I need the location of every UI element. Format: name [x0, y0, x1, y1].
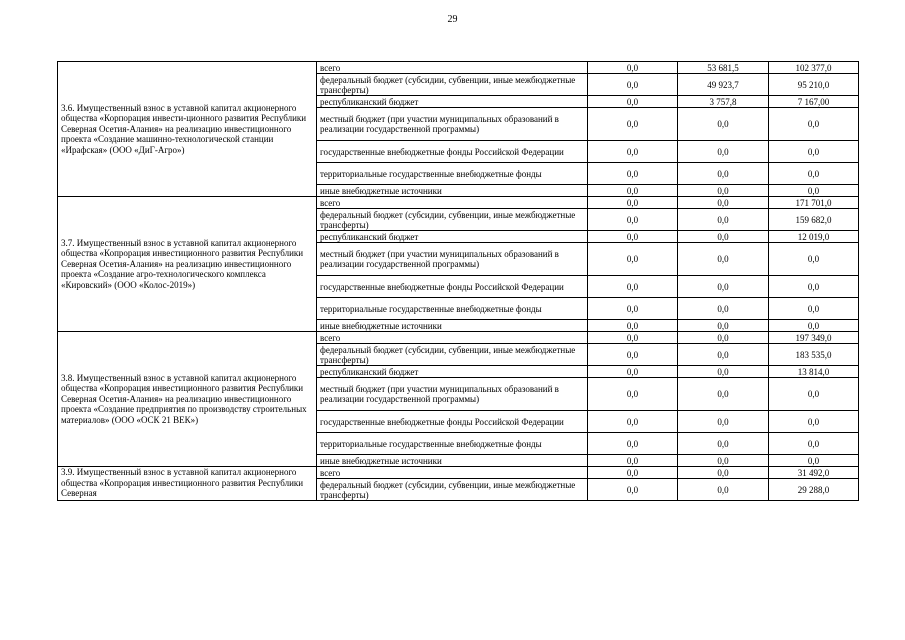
- value-cell-col3: 0,0: [769, 298, 859, 320]
- value-cell-col3: 0,0: [769, 243, 859, 276]
- value-cell-col2: 0,0: [678, 455, 769, 467]
- funding-source-cell: федеральный бюджет (субсидии, субвенции, иные межбюджетные трансферты): [317, 479, 588, 501]
- value-cell-col1: 0,0: [588, 411, 678, 433]
- value-cell-col2: 0,0: [678, 209, 769, 231]
- funding-source-cell: республиканский бюджет: [317, 96, 588, 108]
- table-row: [58, 332, 859, 344]
- value-cell-col2: 0,0: [678, 467, 769, 479]
- value-cell-col2: 0,0: [678, 231, 769, 243]
- value-cell-col1: 0,0: [588, 298, 678, 320]
- value-cell-col1: 0,0: [588, 276, 678, 298]
- funding-source-cell: государственные внебюджетные фонды Российской Федерации: [317, 276, 588, 298]
- value-cell-col2: 0,0: [678, 411, 769, 433]
- value-cell-col3: 95 210,0: [769, 74, 859, 96]
- value-cell-col2: 0,0: [678, 185, 769, 197]
- value-cell-col1: 0,0: [588, 62, 678, 74]
- value-cell-col1: 0,0: [588, 366, 678, 378]
- value-cell-col3: 13 814,0: [769, 366, 859, 378]
- funding-source-cell: территориальные государственные внебюджетные фонды: [317, 298, 588, 320]
- value-cell-col2: 0,0: [678, 332, 769, 344]
- value-cell-col2: 0,0: [678, 276, 769, 298]
- value-cell-col3: 183 535,0: [769, 344, 859, 366]
- value-cell-col1: 0,0: [588, 231, 678, 243]
- value-cell-col1: 0,0: [588, 185, 678, 197]
- value-cell-col3: 0,0: [769, 378, 859, 411]
- value-cell-col3: 0,0: [769, 185, 859, 197]
- funding-source-cell: всего: [317, 332, 588, 344]
- funding-source-cell: иные внебюджетные источники: [317, 320, 588, 332]
- value-cell-col2: 0,0: [678, 479, 769, 501]
- value-cell-col3: 171 701,0: [769, 197, 859, 209]
- value-cell-col3: 0,0: [769, 433, 859, 455]
- value-cell-col1: 0,0: [588, 320, 678, 332]
- value-cell-col2: 0,0: [678, 433, 769, 455]
- value-cell-col2: 0,0: [678, 320, 769, 332]
- value-cell-col2: 0,0: [678, 141, 769, 163]
- value-cell-col3: 7 167,00: [769, 96, 859, 108]
- funding-source-cell: всего: [317, 467, 588, 479]
- value-cell-col3: 0,0: [769, 108, 859, 141]
- value-cell-col2: 0,0: [678, 163, 769, 185]
- budget-table: [57, 61, 859, 501]
- activity-name-cell: 3.6. Имущественный взнос в уставной капитал акционерного общества «Корпорация инвести-ционного развития Республики Северная Осетия-Алания» на реализацию инвестиционного проекта «Создание машинно-технологической станции «Ирафская» (ООО «ДиГ-Агро»): [58, 62, 317, 197]
- funding-source-cell: федеральный бюджет (субсидии, субвенции, иные межбюджетные трансферты): [317, 344, 588, 366]
- value-cell-col3: 0,0: [769, 276, 859, 298]
- value-cell-col1: 0,0: [588, 332, 678, 344]
- funding-source-cell: иные внебюджетные источники: [317, 185, 588, 197]
- activity-name-cell: 3.7. Имущественный взнос в уставной капитал акционерного общества «Копрорация инвестиционного развития Республики Северная Осетия-Алания» на реализацию инвестиционного проекта «Создание агро-технологического комплекса «Кировский» (ООО «Колос-2019»): [58, 197, 317, 332]
- value-cell-col1: 0,0: [588, 197, 678, 209]
- value-cell-col2: 49 923,7: [678, 74, 769, 96]
- value-cell-col1: 0,0: [588, 378, 678, 411]
- funding-source-cell: всего: [317, 62, 588, 74]
- value-cell-col3: 0,0: [769, 411, 859, 433]
- activity-name-cell: 3.8. Имущественный взнос в уставной капитал акционерного общества «Копрорация инвестиционного развития Республики Северная Осетия-Алания» на реализацию инвестиционного проекта «Создание предприятия по производству строительных материалов» (ООО «ОСК 21 ВЕК»): [58, 332, 317, 467]
- funding-source-cell: местный бюджет (при участии муниципальных образований в реализации государственной программы): [317, 108, 588, 141]
- value-cell-col3: 159 682,0: [769, 209, 859, 231]
- value-cell-col3: 0,0: [769, 163, 859, 185]
- value-cell-col1: 0,0: [588, 108, 678, 141]
- value-cell-col1: 0,0: [588, 163, 678, 185]
- value-cell-col3: 197 349,0: [769, 332, 859, 344]
- value-cell-col1: 0,0: [588, 479, 678, 501]
- value-cell-col1: 0,0: [588, 433, 678, 455]
- funding-source-cell: местный бюджет (при участии муниципальных образований в реализации государственной программы): [317, 243, 588, 276]
- funding-source-cell: государственные внебюджетные фонды Российской Федерации: [317, 141, 588, 163]
- value-cell-col3: 29 288,0: [769, 479, 859, 501]
- value-cell-col1: 0,0: [588, 455, 678, 467]
- funding-source-cell: местный бюджет (при участии муниципальных образований в реализации государственной программы): [317, 378, 588, 411]
- value-cell-col1: 0,0: [588, 344, 678, 366]
- funding-source-cell: республиканский бюджет: [317, 231, 588, 243]
- value-cell-col2: 0,0: [678, 243, 769, 276]
- funding-source-cell: государственные внебюджетные фонды Российской Федерации: [317, 411, 588, 433]
- value-cell-col2: 0,0: [678, 366, 769, 378]
- value-cell-col3: 0,0: [769, 141, 859, 163]
- value-cell-col3: 0,0: [769, 320, 859, 332]
- value-cell-col3: 0,0: [769, 455, 859, 467]
- page-number: 29: [447, 14, 458, 25]
- value-cell-col2: 0,0: [678, 378, 769, 411]
- value-cell-col1: 0,0: [588, 209, 678, 231]
- value-cell-col1: 0,0: [588, 243, 678, 276]
- funding-source-cell: федеральный бюджет (субсидии, субвенции, иные межбюджетные трансферты): [317, 74, 588, 96]
- budget-table-body: [58, 62, 859, 501]
- value-cell-col2: 53 681,5: [678, 62, 769, 74]
- value-cell-col1: 0,0: [588, 467, 678, 479]
- value-cell-col2: 0,0: [678, 197, 769, 209]
- funding-source-cell: всего: [317, 197, 588, 209]
- table-row: [58, 197, 859, 209]
- value-cell-col2: 0,0: [678, 344, 769, 366]
- value-cell-col2: 0,0: [678, 298, 769, 320]
- value-cell-col3: 102 377,0: [769, 62, 859, 74]
- value-cell-col2: 3 757,8: [678, 96, 769, 108]
- table-row: [58, 467, 859, 479]
- value-cell-col3: 31 492,0: [769, 467, 859, 479]
- value-cell-col1: 0,0: [588, 141, 678, 163]
- value-cell-col3: 12 019,0: [769, 231, 859, 243]
- funding-source-cell: иные внебюджетные источники: [317, 455, 588, 467]
- table-row: [58, 62, 859, 74]
- funding-source-cell: территориальные государственные внебюджетные фонды: [317, 433, 588, 455]
- funding-source-cell: территориальные государственные внебюджетные фонды: [317, 163, 588, 185]
- funding-source-cell: республиканский бюджет: [317, 366, 588, 378]
- funding-source-cell: федеральный бюджет (субсидии, субвенции, иные межбюджетные трансферты): [317, 209, 588, 231]
- value-cell-col1: 0,0: [588, 96, 678, 108]
- value-cell-col2: 0,0: [678, 108, 769, 141]
- value-cell-col1: 0,0: [588, 74, 678, 96]
- activity-name-cell: 3.9. Имущественный взнос в уставной капитал акционерного общества «Копрорация инвестиционного развития Республики Северная: [58, 467, 317, 501]
